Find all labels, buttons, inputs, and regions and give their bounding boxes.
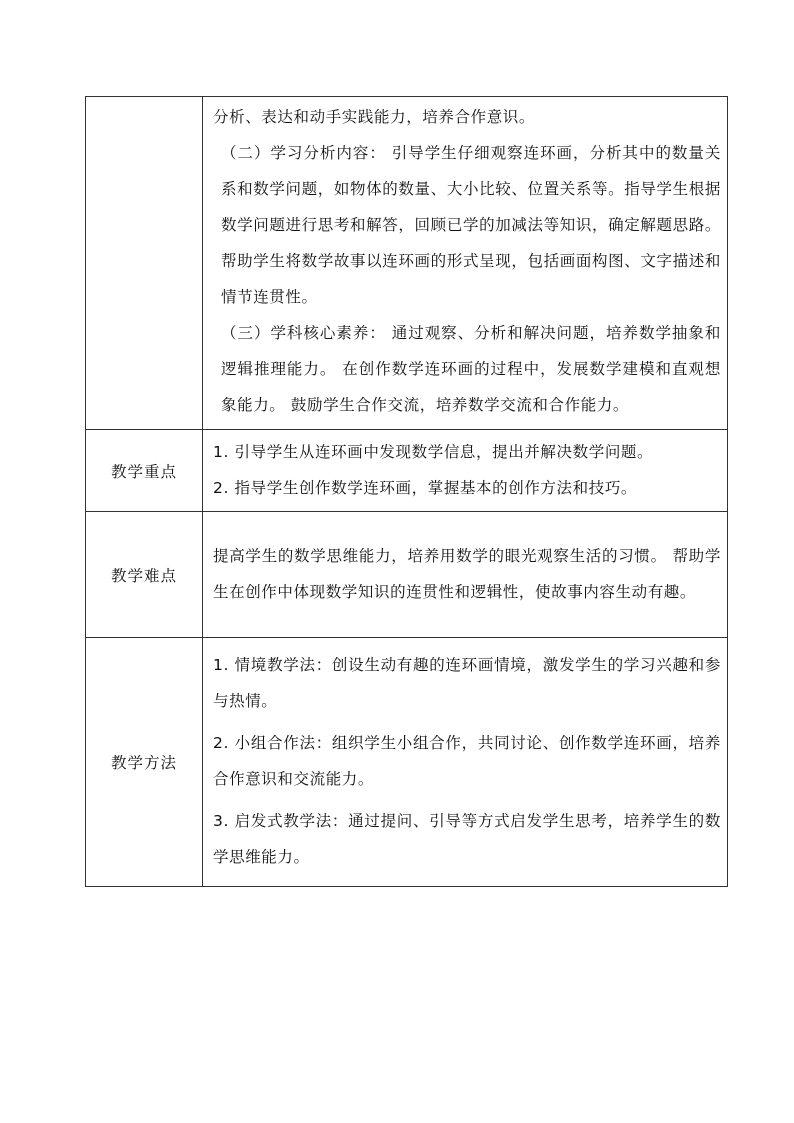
table-row-objectives (86, 97, 728, 430)
teaching-difficulty-label: 教学难点 (86, 512, 203, 638)
objectives-paragraph-1: 分析、表达和动手实践能力，培养合作意识。 (213, 108, 536, 126)
table-row-teaching-methods (86, 638, 728, 887)
teaching-difficulty-text: 提高学生的数学思维能力，培养用数学的眼光观察生活的习惯。 帮助学生在创作中体现数学知识的连贯性和逻辑性，使故事内容生动有趣。 (213, 546, 721, 601)
teaching-focus-item-1: 1. 引导学生从连环画中发现数学信息，提出并解决数学问题。 (213, 442, 654, 461)
table-row-teaching-difficulty (86, 512, 728, 638)
teaching-focus-item-2: 2. 指导学生创作数学连环画，掌握基本的创作方法和技巧。 (213, 478, 638, 497)
teaching-method-item-3: 3. 启发式教学法：通过提问、引导等方式启发学生思考，培养学生的数学思维能力。 (213, 812, 721, 866)
table-row-teaching-focus (86, 430, 728, 512)
row-label-empty (86, 97, 203, 430)
lesson-plan-table (85, 96, 728, 887)
objectives-cell (203, 97, 728, 430)
learning-analysis-paragraph: （二）学习分析内容： 引导学生仔细观察连环画，分析其中的数量关系和数学问题，如物体的数量、大小比较、位置关系等。指导学生根据数学问题进行思考和解答，回顾已学的加减法等知识，确定解题思路。帮助学生将数学故事以连环画的形式呈现，包括画面构图、文字描述和情节连贯性。 (221, 144, 721, 306)
teaching-methods-cell (203, 638, 728, 887)
core-literacy-paragraph: （三）学科核心素养： 通过观察、分析和解决问题，培养数学抽象和逻辑推理能力。 在创作数学连环画的过程中，发展数学建模和直观想象能力。 鼓励学生合作交流，培养数学交流和合作能力。 (221, 324, 721, 414)
teaching-focus-label: 教学重点 (86, 430, 203, 512)
teaching-method-item-1: 1. 情境教学法：创设生动有趣的连环画情境，激发学生的学习兴趣和参与热情。 (213, 656, 721, 710)
teaching-methods-label: 教学方法 (86, 638, 203, 887)
teaching-difficulty-cell (203, 512, 728, 638)
teaching-method-item-2: 2. 小组合作法：组织学生小组合作，共同讨论、创作数学连环画，培养合作意识和交流能力。 (213, 734, 721, 788)
teaching-focus-cell (203, 430, 728, 512)
